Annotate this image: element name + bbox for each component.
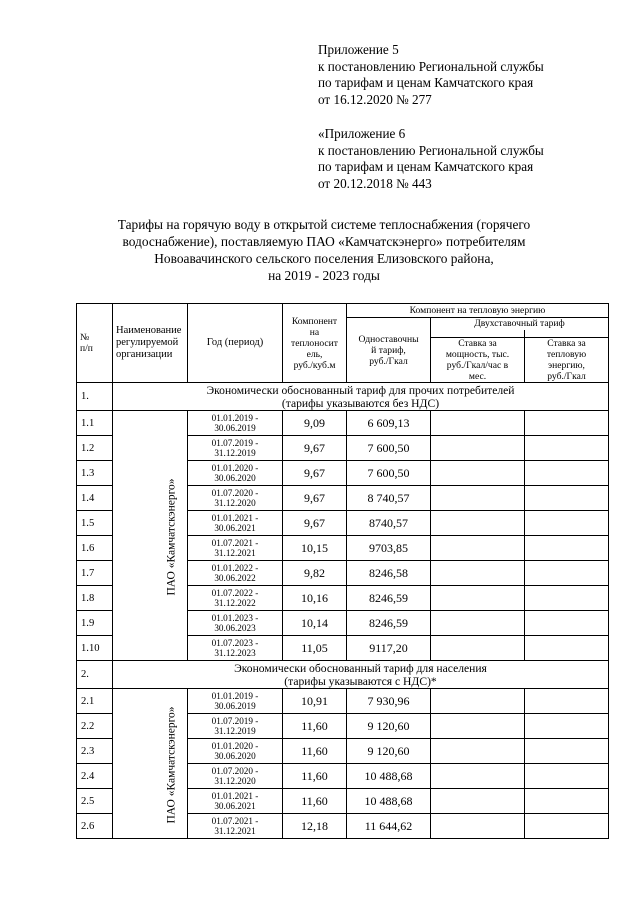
row-num: 2.1 [77, 689, 113, 714]
tariff-value: 7 930,96 [347, 689, 431, 714]
section-title: Экономически обоснованный тариф для населения (тарифы указываются с НДС)* [113, 661, 609, 689]
period-to: 31.12.2023 [214, 648, 256, 658]
period-to: 31.12.2021 [214, 826, 256, 836]
tariff-value: 9 120,60 [347, 739, 431, 764]
energy-rate-empty [525, 739, 609, 764]
power-rate-empty [431, 611, 525, 636]
org-name-text: ПАО «Камчатскэнерго» [165, 705, 178, 824]
section-num: 2. [77, 661, 113, 689]
period-to: 30.06.2019 [214, 423, 256, 433]
carrier-value: 10,15 [283, 536, 347, 561]
row-num: 1.10 [77, 636, 113, 661]
period-from: 01.07.2019 - [211, 716, 259, 726]
period-to: 30.06.2021 [214, 523, 256, 533]
power-rate-empty [431, 689, 525, 714]
period-cell [188, 611, 283, 636]
header-power: Ставка за мощность, тыс. руб./Гкал/час в мес. [431, 338, 525, 383]
period-to: 30.06.2023 [214, 623, 256, 633]
energy-rate-empty [525, 636, 609, 661]
period-cell [188, 436, 283, 461]
energy-rate-empty [525, 789, 609, 814]
header-thermal: Компонент на тепловую энергию [347, 304, 609, 318]
energy-rate-empty [525, 689, 609, 714]
period-from: 01.07.2019 - [211, 438, 259, 448]
period-from: 01.01.2022 - [211, 563, 259, 573]
row-num: 2.6 [77, 814, 113, 839]
header-twopart: Двухставочный тариф [431, 318, 609, 330]
period-to: 31.12.2019 [214, 448, 256, 458]
carrier-value: 10,91 [283, 689, 347, 714]
carrier-value: 9,82 [283, 561, 347, 586]
document-title [90, 216, 558, 284]
period-to: 31.12.2022 [214, 598, 256, 608]
period-from: 01.01.2020 - [211, 463, 259, 473]
period-from: 01.01.2021 - [211, 513, 259, 523]
power-rate-empty [431, 561, 525, 586]
power-rate-empty [431, 461, 525, 486]
header-period: Год (период) [188, 304, 283, 383]
section-num: 1. [77, 383, 113, 411]
tariff-value: 8 740,57 [347, 486, 431, 511]
row-num: 1.5 [77, 511, 113, 536]
power-rate-empty [431, 764, 525, 789]
appendix-6-line: «Приложение 6 [318, 126, 406, 141]
tariff-value: 9703,85 [347, 536, 431, 561]
period-cell [188, 689, 283, 714]
appendix-5-line: к постановлению Региональной службы [318, 58, 544, 74]
energy-rate-empty [525, 764, 609, 789]
carrier-value: 10,14 [283, 611, 347, 636]
row-num: 1.6 [77, 536, 113, 561]
period-cell [188, 764, 283, 789]
row-num: 1.7 [77, 561, 113, 586]
energy-rate-empty [525, 586, 609, 611]
period-cell [188, 586, 283, 611]
carrier-value: 9,67 [283, 486, 347, 511]
tariff-value: 10 488,68 [347, 789, 431, 814]
power-rate-empty [431, 714, 525, 739]
title-line: Тарифы на горячую воду в открытой системе теплоснабжения (горячего [117, 217, 531, 232]
table-row [77, 411, 609, 436]
appendix-6-line: от 20.12.2018 № 443 [318, 175, 432, 191]
period-to: 31.12.2019 [214, 726, 256, 736]
power-rate-empty [431, 636, 525, 661]
energy-rate-empty [525, 436, 609, 461]
power-rate-empty [431, 789, 525, 814]
header-org: Наименование регулируемой организации [113, 304, 188, 383]
tariff-value: 9117,20 [347, 636, 431, 661]
row-num: 1.3 [77, 461, 113, 486]
header-energy: Ставка за тепловую энергию, руб./Гкал [525, 338, 609, 383]
appendix-5-line: от 16.12.2020 № 277 [318, 91, 432, 107]
power-rate-empty [431, 511, 525, 536]
tariff-table [76, 303, 609, 839]
tariff-value: 8246,59 [347, 586, 431, 611]
carrier-value: 11,60 [283, 789, 347, 814]
period-cell [188, 411, 283, 436]
tariff-value: 6 609,13 [347, 411, 431, 436]
carrier-value: 9,67 [283, 511, 347, 536]
energy-rate-empty [525, 486, 609, 511]
section-title: Экономически обоснованный тариф для прочих потребителей (тарифы указываются без НДС) [113, 383, 609, 411]
row-num: 2.5 [77, 789, 113, 814]
energy-rate-empty [525, 461, 609, 486]
period-from: 01.07.2020 - [211, 488, 259, 498]
period-from: 01.07.2021 - [211, 816, 259, 826]
title-line: на 2019 - 2023 годы [268, 268, 380, 283]
period-to: 30.06.2022 [214, 573, 256, 583]
power-rate-empty [431, 814, 525, 839]
tariff-value: 9 120,60 [347, 714, 431, 739]
row-num: 1.9 [77, 611, 113, 636]
energy-rate-empty [525, 814, 609, 839]
energy-rate-empty [525, 714, 609, 739]
carrier-value: 10,16 [283, 586, 347, 611]
row-num: 1.1 [77, 411, 113, 436]
period-from: 01.01.2019 - [211, 413, 259, 423]
period-from: 01.01.2019 - [211, 691, 259, 701]
carrier-value: 12,18 [283, 814, 347, 839]
appendix-6-line: к постановлению Региональной службы [318, 142, 544, 158]
org-name-text: ПАО «Камчатскэнерго» [165, 477, 178, 596]
org-name [113, 689, 188, 839]
carrier-value: 11,05 [283, 636, 347, 661]
appendix-6-line: по тарифам и ценам Камчатского края [318, 159, 534, 174]
period-cell [188, 461, 283, 486]
row-num: 1.4 [77, 486, 113, 511]
period-to: 30.06.2021 [214, 801, 256, 811]
period-from: 01.01.2020 - [211, 741, 259, 751]
row-num: 2.3 [77, 739, 113, 764]
appendix-5-block [318, 42, 544, 192]
period-cell [188, 486, 283, 511]
tariff-value: 8740,57 [347, 511, 431, 536]
period-to: 31.12.2020 [214, 498, 256, 508]
title-line: Новоавачинского сельского поселения Елизовского района, [154, 251, 494, 266]
energy-rate-empty [525, 561, 609, 586]
period-cell [188, 636, 283, 661]
header-carrier: Компонент на теплоносит ель, руб./куб.м [283, 304, 347, 383]
power-rate-empty [431, 411, 525, 436]
table-row [77, 689, 609, 714]
period-from: 01.07.2023 - [211, 638, 259, 648]
period-from: 01.01.2021 - [211, 791, 259, 801]
period-to: 31.12.2021 [214, 548, 256, 558]
period-cell [188, 536, 283, 561]
power-rate-empty [431, 536, 525, 561]
tariff-value: 8246,59 [347, 611, 431, 636]
energy-rate-empty [525, 511, 609, 536]
period-cell [188, 739, 283, 764]
tariff-value: 7 600,50 [347, 436, 431, 461]
period-from: 01.01.2023 - [211, 613, 259, 623]
period-cell [188, 561, 283, 586]
tariff-value: 10 488,68 [347, 764, 431, 789]
period-to: 30.06.2020 [214, 751, 256, 761]
power-rate-empty [431, 436, 525, 461]
period-to: 31.12.2020 [214, 776, 256, 786]
org-name [113, 411, 188, 661]
period-to: 30.06.2019 [214, 701, 256, 711]
appendix-5-line: Приложение 5 [318, 42, 399, 57]
carrier-value: 9,09 [283, 411, 347, 436]
header-onepart: Одноставочны й тариф, руб./Гкал [347, 318, 431, 383]
carrier-value: 9,67 [283, 461, 347, 486]
period-cell [188, 714, 283, 739]
period-to: 30.06.2020 [214, 473, 256, 483]
header-num: № п/п [77, 304, 113, 383]
tariff-value: 8246,58 [347, 561, 431, 586]
period-cell [188, 511, 283, 536]
row-num: 2.4 [77, 764, 113, 789]
row-num: 1.2 [77, 436, 113, 461]
period-cell [188, 789, 283, 814]
tariff-value: 7 600,50 [347, 461, 431, 486]
carrier-value: 11,60 [283, 739, 347, 764]
period-cell [188, 814, 283, 839]
carrier-value: 11,60 [283, 764, 347, 789]
period-from: 01.07.2021 - [211, 538, 259, 548]
row-num: 2.2 [77, 714, 113, 739]
carrier-value: 9,67 [283, 436, 347, 461]
appendix-5-line: по тарифам и ценам Камчатского края [318, 75, 534, 90]
power-rate-empty [431, 586, 525, 611]
energy-rate-empty [525, 411, 609, 436]
period-from: 01.07.2022 - [211, 588, 259, 598]
power-rate-empty [431, 486, 525, 511]
carrier-value: 11,60 [283, 714, 347, 739]
energy-rate-empty [525, 611, 609, 636]
period-from: 01.07.2020 - [211, 766, 259, 776]
row-num: 1.8 [77, 586, 113, 611]
energy-rate-empty [525, 536, 609, 561]
tariff-value: 11 644,62 [347, 814, 431, 839]
power-rate-empty [431, 739, 525, 764]
title-line: водоснабжение), поставляемую ПАО «Камчатскэнерго» потребителям [122, 234, 526, 249]
